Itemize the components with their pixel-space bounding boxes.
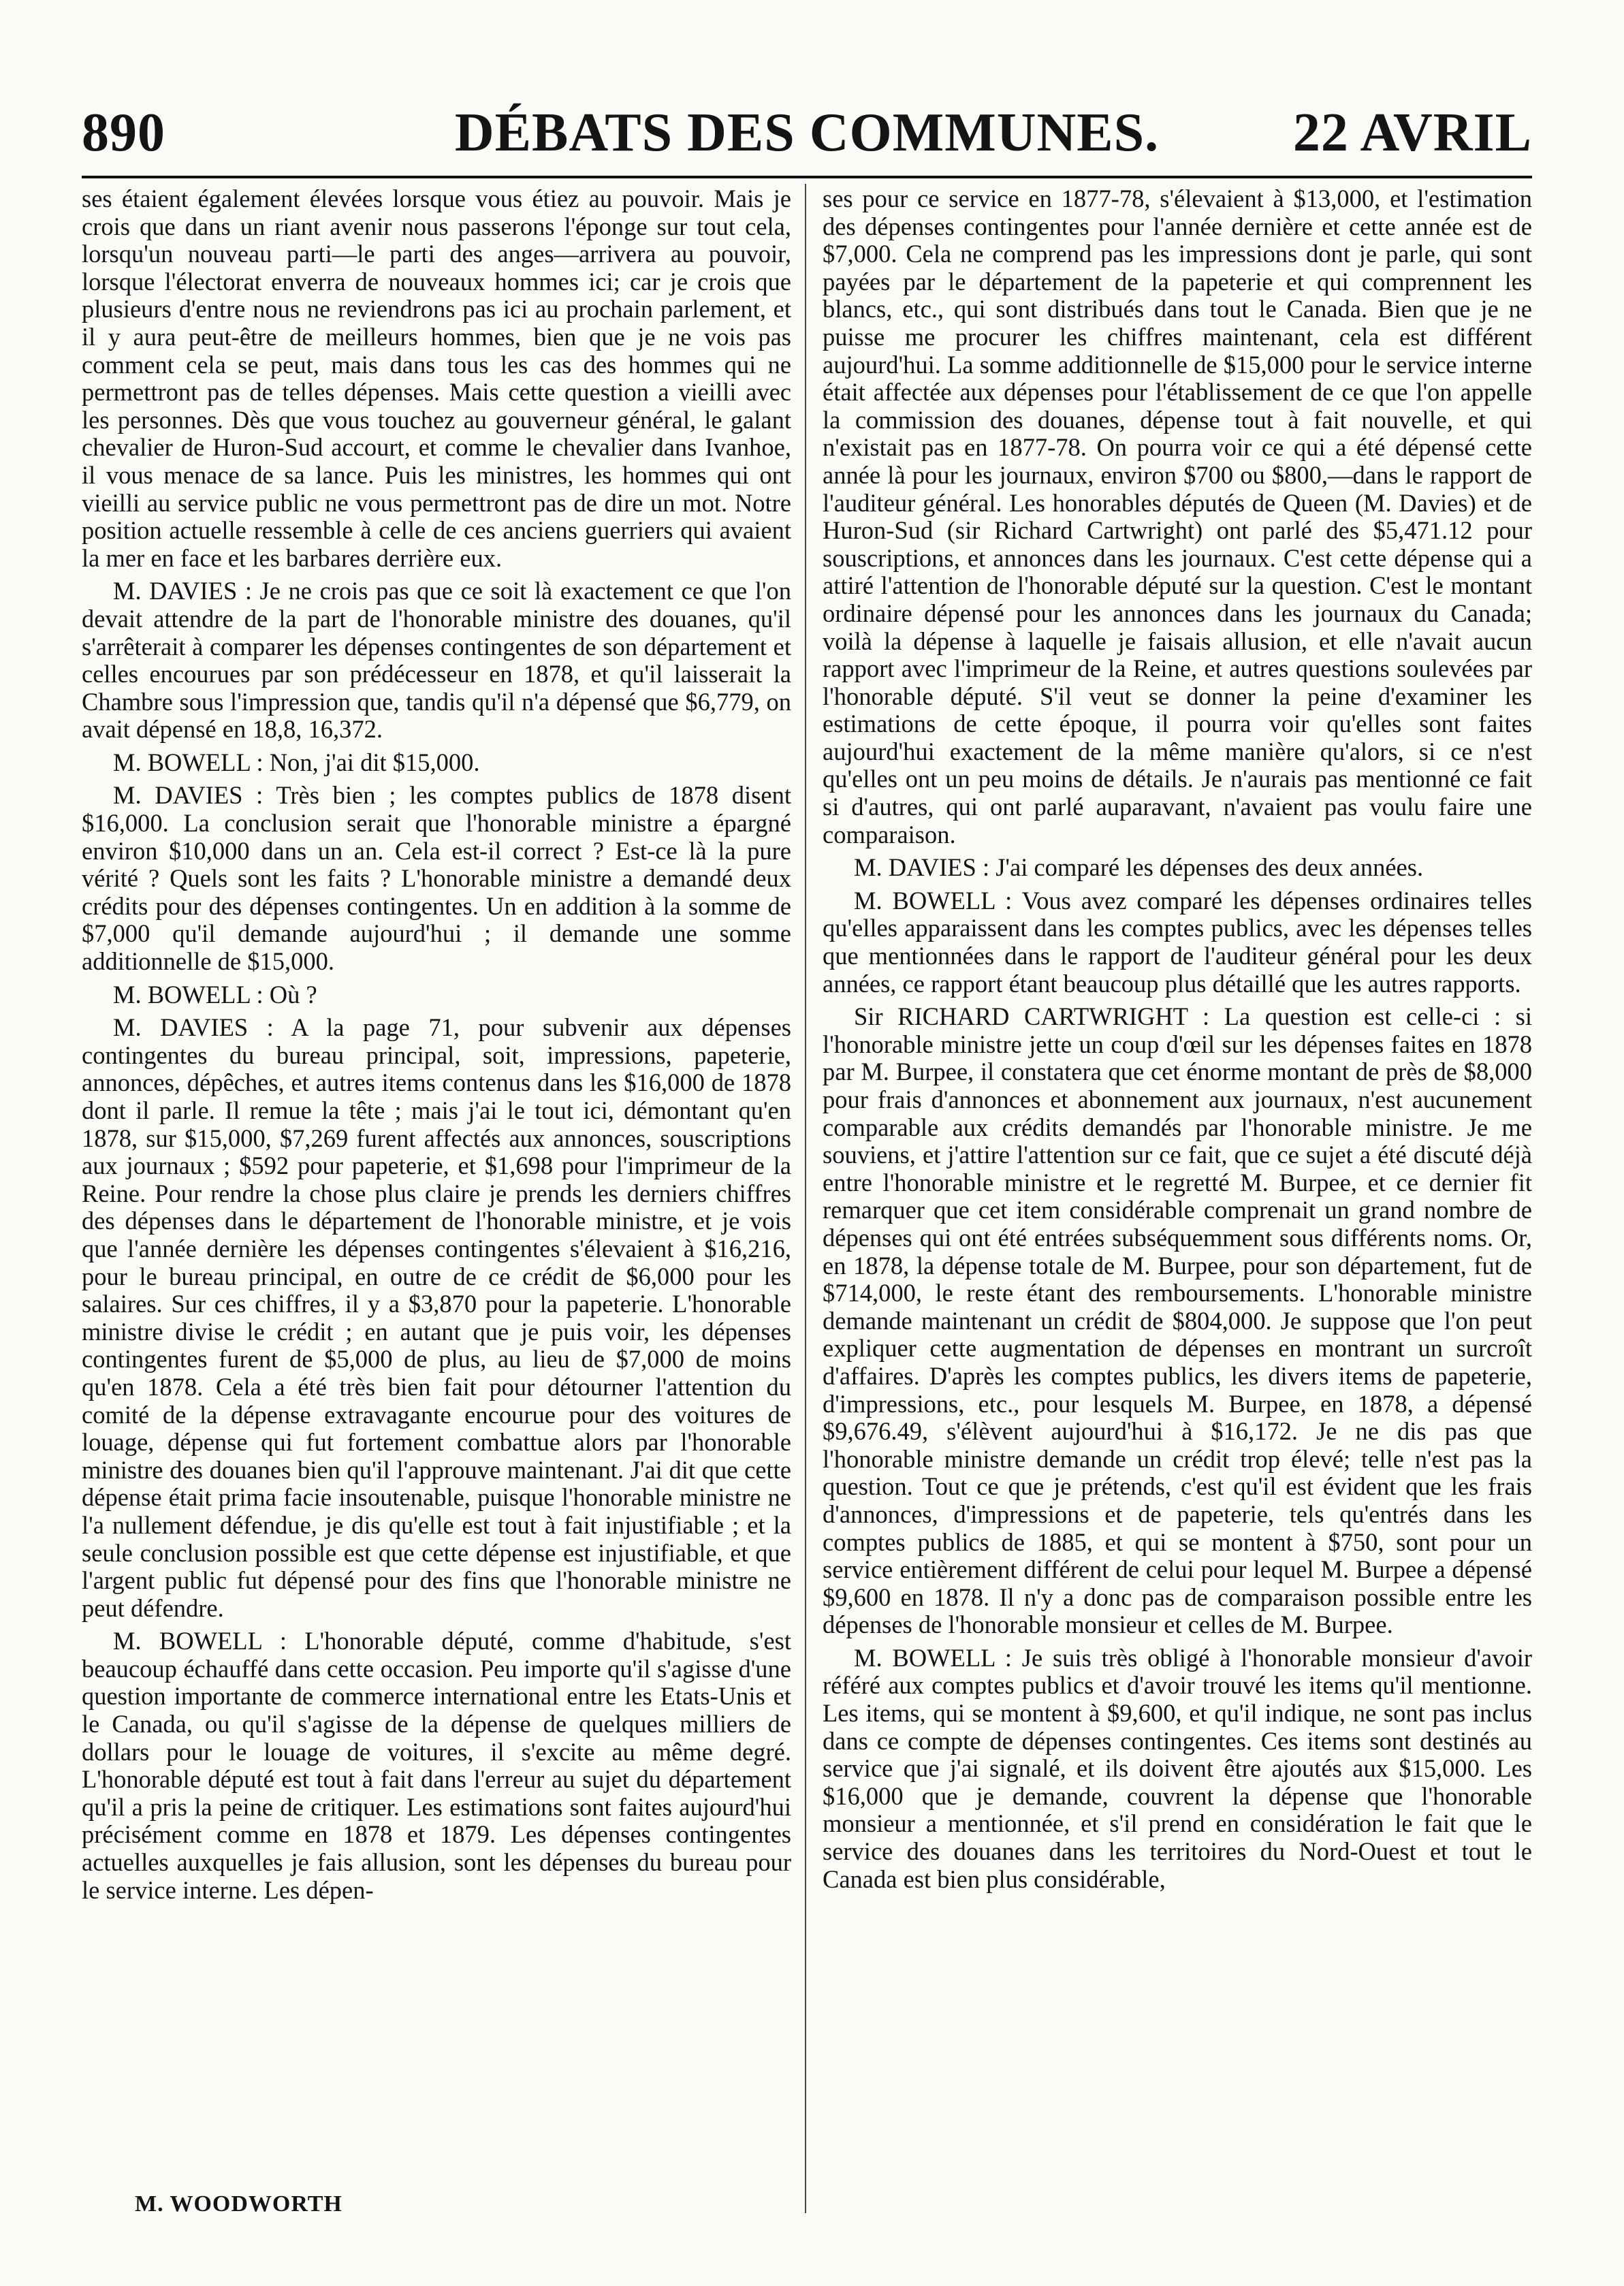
- paragraph: M. BOWELL : Vous avez comparé les dépenses ordinaires telles qu'elles apparaissent dans les comptes publics, avec les dépenses telles que mentionnées dans le rapport de l'auditeur général pour les deux années, ce rapport étant beaucoup plus détaillé que les autres rapports.: [823, 886, 1532, 998]
- paragraph: ses pour ce service en 1877-78, s'élevaient à $13,000, et l'estimation des dépenses contingentes pour l'année dernière et cette année est de $7,000. Cela ne comprend pas les impressions dont je parle, qui sont payées par le département de la papeterie et qui comprennent les blancs, etc., qui sont distribués dans tout le Canada. Bien que je ne puisse me procurer les chiffres maintenant, cela est différent aujourd'hui. La somme additionnelle de $15,000 pour le service interne était affectée aux dépenses pour l'établissement de ce que l'on appelle la commission des douanes, dépense tout à fait nouvelle, et qui n'existait pas en 1877-78. On pourra voir ce qui a été dépensé cette année là pour les journaux, environ $700 ou $800,—dans le rapport de l'auditeur général. Les honorables députés de Queen (M. Davies) et de Huron-Sud (sir Richard Cartwright) ont parlé des $5,471.12 pour souscriptions, et annonces dans les journaux. C'est cette dépense qui a attiré l'attention de l'honorable député sur la question. C'est le montant ordinaire dépensé pour les annonces dans les journaux du Canada; voilà la dépense à laquelle je faisais allusion, et elle n'avait aucun rapport avec l'imprimeur de la Reine, et autres questions soulevées par l'honorable député. S'il veut se donner la peine d'examiner les estimations de cette époque, il pourra voir qu'elles sont faites aujourd'hui exactement de la même manière qu'alors, si ce n'est qu'elles ont un peu moins de détails. Je n'aurais pas mentionné ce fait si d'autres, qui ont parlé auparavant, n'avaient pas voulu faire une comparaison.: [823, 185, 1532, 848]
- left-column: [82, 185, 791, 2214]
- paragraph: M. DAVIES : A la page 71, pour subvenir aux dépenses contingentes du bureau principal, soit, impressions, papeterie, annonces, dépêches, et autres items contenus dans les $16,000 de 1878 dont il parle. Il remue la tête ; mais j'ai le tout ici, démontant qu'en 1878, sur $15,000, $7,269 furent affectés aux annonces, souscriptions aux journaux ; $592 pour papeterie, et $1,698 pour l'imprimeur de la Reine. Pour rendre la chose plus claire je prends les derniers chiffres des dépenses dans le département de l'honorable ministre, et je vois que l'année dernière les dépenses contingentes s'élevaient à $16,216, pour le bureau principal, en outre de ce crédit de $6,000 pour les salaires. Sur ces chiffres, il y a $3,870 pour la papeterie. L'honorable ministre divise le crédit ; en autant que je puis voir, les dépenses contingentes furent de $5,000 de plus, au lieu de $7,000 de moins qu'en 1878. Cela a été très bien fait pour détourner l'attention du comité de la dépense extravagante encourue pour des voitures de louage, dépense qui fut fortement combattue alors par l'honorable ministre des douanes bien qu'il l'approuve maintenant. J'ai dit que cette dépense était prima facie insoutenable, puisque l'honorable ministre ne l'a nullement défendue, je dis qu'elle est tout à fait injustifiable ; et la seule conclusion possible est que cette dépense est injustifiable, et que l'argent public fut dépensé pour des fins que l'honorable ministre ne peut défendre.: [82, 1013, 791, 1622]
- page-date: 22 AVRIL: [1292, 103, 1532, 163]
- paragraph: M. BOWELL : Je suis très obligé à l'honorable monsieur d'avoir référé aux comptes publics et d'avoir trouvé les items qu'il mentionne. Les items, qui se montent à $9,600, et qu'il indique, ne sont pas inclus dans ce compte de dépenses contingentes. Ces items sont destinés au service que j'ai signalé, et ils doivent être ajoutés aux $15,000. Les $16,000 que je demande, couvrent la dépense que l'honorable monsieur a mentionnée, et s'il prend en considération le fait que le service des douanes dans les territoires du Nord-Ouest et tout le Canada est bien plus considérable,: [823, 1643, 1532, 1893]
- catchword: M. WOODWORTH: [135, 2191, 343, 2217]
- paragraph: Sir RICHARD CARTWRIGHT : La question est celle-ci : si l'honorable ministre jette un coup d'œil sur les dépenses faites en 1878 par M. Burpee, il constatera que cet énorme montant de près de $8,000 pour frais d'annonces et abonnement aux journaux, n'est aucunement comparable aux crédits demandés par l'honorable ministre. Je me souviens, et j'attire l'attention sur ce fait, que ce sujet a été discuté déjà entre l'honorable ministre et le regretté M. Burpee, et ce dernier fit remarquer que cet item considérable comprenait un grand nombre de dépenses qui ont été entrées subséquemment sous différents noms. Or, en 1878, la dépense totale de M. Burpee, pour son département, fut de $714,000, le reste étant des remboursements. L'honorable ministre demande maintenant un crédit de $804,000. Je suppose que l'on peut expliquer cette augmentation de dépenses en montrant un surcroît d'affaires. D'après les comptes publics, les divers items de papeterie, d'impressions, etc., pour lesquels M. Burpee, en 1878, a dépensé $9,676.49, s'élèvent aujourd'hui à $16,172. Je ne dis pas que l'honorable ministre demande un crédit trop élevé; telle n'est pas la question. Tout ce que je prétends, c'est qu'il est évident que les frais d'annonces, d'impressions et de papeterie, tels qu'entrés dans les comptes publics de 1885, et qui se montent à $750, sont pour un service entièrement différent de celui pour lequel M. Burpee a dépensé $9,600 en 1878. Il n'y a donc pas de comparaison possible entre les dépenses de l'honorable monsieur et celles de M. Burpee.: [823, 1002, 1532, 1639]
- paragraph: M. BOWELL : Non, j'ai dit $15,000.: [113, 748, 480, 776]
- paragraph: M. DAVIES : Je ne crois pas que ce soit là exactement ce que l'on devait attendre de la part de l'honorable ministre des douanes, qu'il s'arrêterait à comparer les dépenses contingentes de son département et celles encourues par son prédécesseur en 1878, et qu'il laisserait la Chambre sous l'impression que, tandis qu'il n'a dépensé que $6,779, on avait dépensé en 18,8, 16,372.: [82, 577, 791, 744]
- paragraph: M. DAVIES : J'ai comparé les dépenses des deux années.: [854, 853, 1424, 882]
- page-title: DÉBATS DES COMMUNES.: [454, 103, 1160, 163]
- paragraph: M. DAVIES : Très bien ; les comptes publics de 1878 disent $16,000. La conclusion serait que l'honorable ministre a épargné environ $10,000 dans un an. Cela est-il correct ? Est-ce là la pure vérité ? Quels sont les faits ? L'honorable ministre a demandé deux crédits pour des dépenses contingentes. Un en addition à la somme de $7,000 qu'il demande aujourd'hui ; il demande une somme additionnelle de $15,000.: [82, 781, 791, 976]
- page-number: 890: [82, 103, 165, 163]
- page-header: [82, 102, 1532, 177]
- right-column: [823, 185, 1532, 2214]
- paragraph: M. BOWELL : L'honorable député, comme d'habitude, s'est beaucoup échauffé dans cette occasion. Peu importe qu'il s'agisse d'une question importante de commerce international entre les Etats-Unis et le Canada, ou qu'il s'agisse de la dépense de quelques milliers de dollars pour le louage de voitures, il s'excite au même degré. L'honorable député est tout à fait dans l'erreur au sujet du département qu'il a pris la peine de critiquer. Les estimations sont faites aujourd'hui précisément comme en 1878 et 1879. Les dépenses contingentes actuelles auxquelles je fais allusion, sont les dépenses du bureau pour le service interne. Les dépen-: [82, 1627, 791, 1904]
- header-rule: [82, 176, 1532, 178]
- column-divider: [805, 184, 806, 2213]
- paragraph: M. BOWELL : Où ?: [113, 980, 317, 1009]
- paragraph: ses étaient également élevées lorsque vous étiez au pouvoir. Mais je crois que dans un riant avenir nous passerons l'éponge sur tout cela, lorsqu'un nouveau parti—le parti des anges—arrivera au pouvoir, lorsque l'électorat enverra de nouveaux hommes ici; car je crois que plusieurs d'entre nous ne reviendrons pas ici au prochain parlement, et il y aura peut-être de meilleurs hommes, bien que je ne vois pas comment cela se peut, mais dans tous les cas des hommes qui ne permettront pas de telles dépenses. Mais cette question a vieilli avec les personnes. Dès que vous touchez au gouverneur général, le galant chevalier de Huron-Sud accourt, et comme le chevalier dans Ivanhoe, il vous menace de sa lance. Puis les ministres, les hommes qui ont vieilli au service public ne vous permettront pas de dire un mot. Notre position actuelle ressemble à celle de ces anciens guerriers qui avaient la mer en face et les barbares derrière eux.: [82, 185, 791, 572]
